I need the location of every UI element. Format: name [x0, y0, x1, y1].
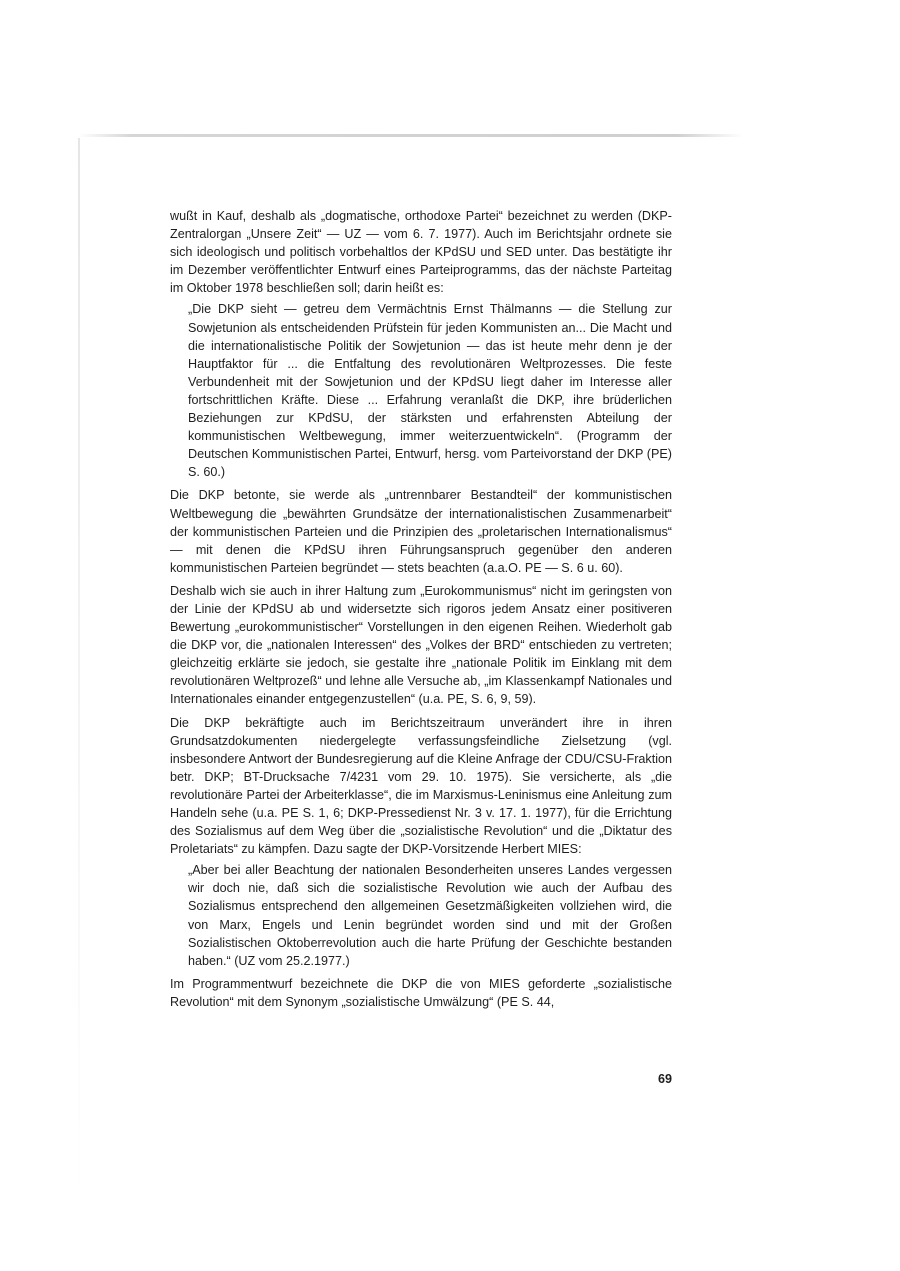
paragraph-weltbewegung: Die DKP betonte, sie werde als „untrennbarer Bestandteil“ der kommunistischen Weltbewegung die „bewährten Grundsätze der internationalistischen Zusammenarbeit“ der kommunistischen Parteien und die Prinzipien des „proletarischen Internationalismus“ — mit denen die KPdSU ihren Führungsanspruch gegenüber den anderen kommunistischen Parteien begründet — stets beachten (a.a.O. PE — S. 6 u. 60). [170, 488, 672, 575]
page-body [170, 207, 672, 1011]
paragraph-zielsetzung: Die DKP bekräftigte auch im Berichtszeitraum unverändert ihre in ihren Grundsatzdokumenten niedergelegte verfassungsfeindliche Zielsetzung (vgl. insbesondere Antwort der Bundesregierung auf die Kleine Anfrage der CDU/CSU-Fraktion betr. DKP; BT-Drucksache 7/4231 vom 29. 10. 1975). Sie versicherte, als „die revolutionäre Partei der Arbeiterklasse“, die im Marxismus-Leninismus eine Anleitung zum Handeln sehe (u.a. PE S. 1, 6; DKP-Pressedienst Nr. 3 v. 17. 1. 1977), für die Errichtung des Sozialismus auf dem Weg über die „sozialistische Revolution“ und die „Diktatur des Proletariats“ zu kämpfen. Dazu sagte der DKP-Vorsitzende Herbert MIES: [170, 715, 672, 857]
page-number: 69 [657, 1072, 672, 1086]
scan-shadow-top [78, 134, 743, 137]
quote-mies: „Aber bei aller Beachtung der nationalen Besonderheiten unseres Landes vergessen wir doch nie, daß sich die sozialistische Revolution wie auch der Aufbau des Sozialismus entsprechend den allgemeinen Gesetzmäßigkeiten vollziehen wird, die von Marx, Engels und Lenin begründet worden sind und mit der Großen Sozialistischen Oktoberrevolution auch die harte Prüfung der Geschichte bestanden haben.“ (UZ vom 25.2.1977.) [188, 863, 672, 968]
paragraph-eurokommunismus: Deshalb wich sie auch in ihrer Haltung zum „Eurokommunismus“ nicht im geringsten von der Linie der KPdSU ab und widersetzte sich rigoros jedem Ansatz einer positiveren Bewertung „eurokommunistischer“ Vorstellungen in den eigenen Reihen. Wiederholt gab die DKP vor, die „nationalen Interessen“ des „Volkes der BRD“ entschieden zu vertreten; gleichzeitig erklärte sie jedoch, sie gestalte ihre „nationale Politik im Einklang mit dem revolutionären Weltprozeß“ und lehne alle Versuche ab, „im Klassenkampf Nationales und Internationales einander entgegenzustellen“ (u.a. PE, S. 6, 9, 59). [170, 583, 672, 707]
paragraph-programmentwurf: Im Programmentwurf bezeichnete die DKP die von MIES geforderte „sozialistische Revolution“ mit dem Synonym „sozialistische Umwälzung“ (PE S. 44, [170, 976, 672, 1009]
paragraph-intro: wußt in Kauf, deshalb als „dogmatische, orthodoxe Partei“ bezeichnet zu werden (DKP-Zentralorgan „Unsere Zeit“ — UZ — vom 6. 7. 1977). Auch im Berichtsjahr ordnete sie sich ideologisch und politisch vorbehaltlos der KPdSU und SED unter. Das bestätigte ihr im Dezember veröffentlichter Entwurf eines Parteiprogramms, das der nächste Parteitag im Oktober 1978 beschließen soll; darin heißt es: [170, 209, 672, 296]
scan-shadow-left [78, 138, 80, 1198]
quote-programm: „Die DKP sieht — getreu dem Vermächtnis Ernst Thälmanns — die Stellung zur Sowjetunion als entscheidenden Prüfstein für jeden Kommunisten an... Die Macht und die internationalistische Politik der Sowjetunion — das ist heute mehr denn je der Hauptfaktor für ... die Entfaltung des revolutionären Weltprozesses. Die feste Verbundenheit mit der Sowjetunion und der KPdSU liegt daher im Interesse aller fortschrittlichen Kräfte. Diese ... Erfahrung veranlaßt die DKP, ihre brüderlichen Beziehungen zur KPdSU, der stärksten und erfahrensten Abteilung der kommunistischen Weltbewegung, immer weiterzuentwickeln“. (Programm der Deutschen Kommunistischen Partei, Entwurf, hersg. vom Parteivorstand der DKP (PE) S. 60.) [188, 302, 672, 480]
